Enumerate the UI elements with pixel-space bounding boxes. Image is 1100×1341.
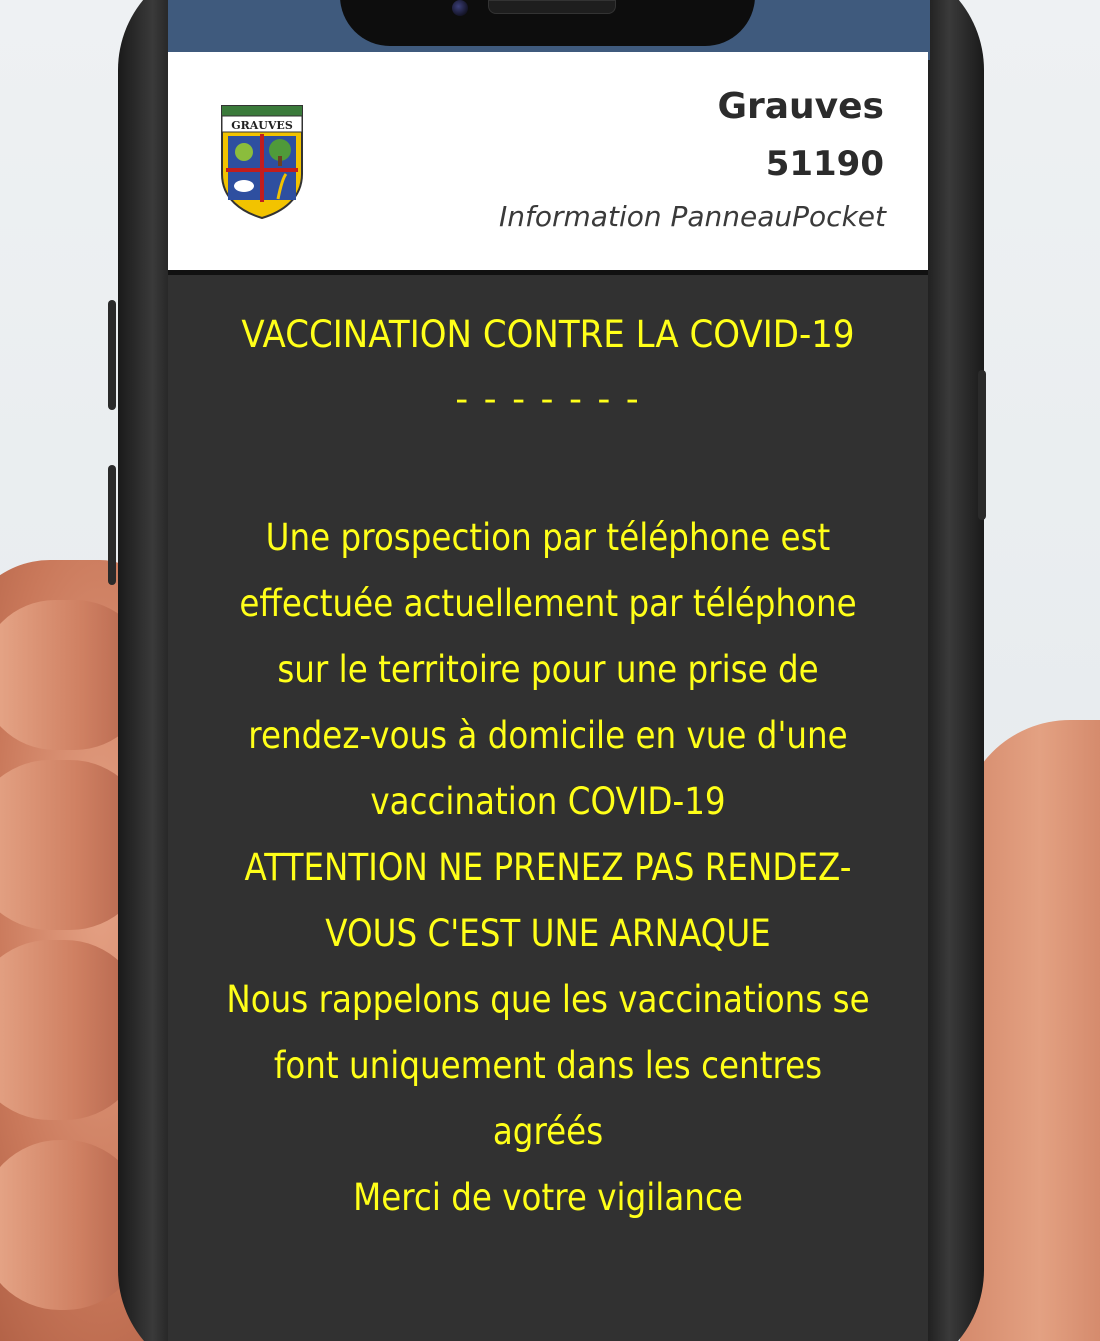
speaker-grille — [488, 0, 616, 14]
message-line: VOUS C'EST UNE ARNAQUE — [325, 912, 771, 955]
message-line: effectuée actuellement par téléphone — [239, 582, 857, 625]
volume-down-button[interactable] — [108, 465, 116, 585]
crest-label: GRAUVES — [231, 119, 293, 132]
message-line: rendez-vous à domicile en vue d'une — [248, 714, 848, 757]
power-button[interactable] — [978, 370, 986, 520]
message-body — [168, 505, 928, 1231]
postal-code: 51190 — [765, 144, 884, 184]
message-separator: - - - - - - - — [455, 379, 641, 420]
message-panel[interactable] — [168, 275, 928, 1341]
message-line: Nous rappelons que les vaccinations se — [226, 978, 870, 1021]
message-title: VACCINATION CONTRE LA COVID-19 — [241, 313, 855, 356]
app-header — [168, 52, 928, 275]
message-line: agréés — [492, 1110, 604, 1153]
message-line: vaccination COVID-19 — [370, 780, 726, 823]
message-line: Une prospection par téléphone est — [265, 516, 831, 559]
message-line: ATTENTION NE PRENEZ PAS RENDEZ- — [244, 846, 852, 889]
volume-up-button[interactable] — [108, 300, 116, 410]
front-camera-icon — [452, 0, 468, 16]
town-name: Grauves — [717, 86, 884, 127]
info-source-label: Information PanneauPocket — [499, 200, 886, 233]
message-line: sur le territoire pour une prise de — [277, 648, 819, 691]
message-line: Merci de votre vigilance — [353, 1176, 743, 1219]
town-crest-icon — [220, 104, 304, 220]
message-line: font uniquement dans les centres — [273, 1044, 823, 1087]
